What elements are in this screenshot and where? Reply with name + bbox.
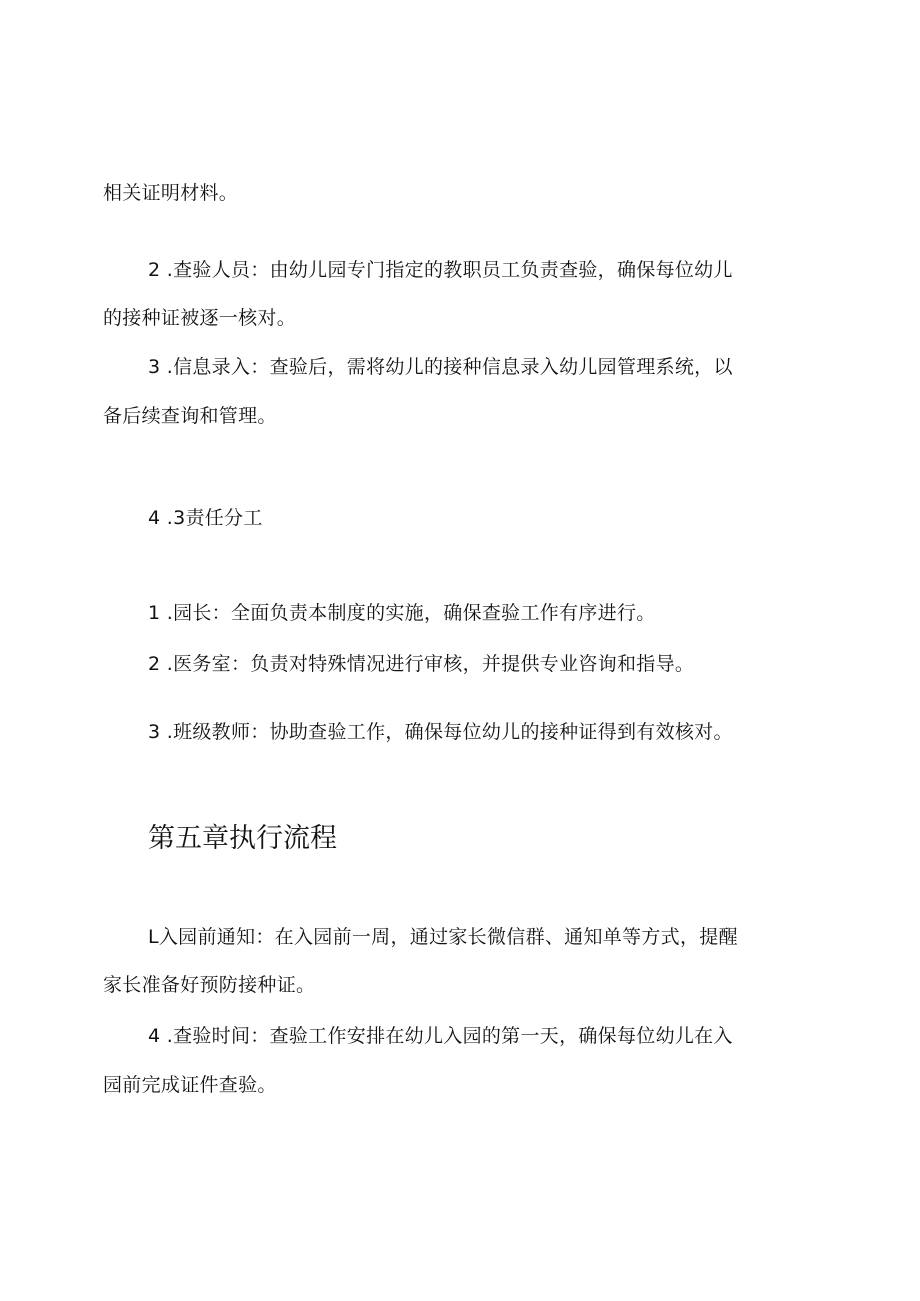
paragraph-line: 的接种证被逐一核对。 [103, 307, 297, 329]
paragraph-line: 3 .信息录入：查验后，需将幼儿的接种信息录入幼儿园管理系统，以 [148, 356, 733, 378]
paragraph-line: 园前完成证件查验。 [103, 1074, 277, 1096]
paragraph-line: 家长准备好预防接种证。 [103, 974, 316, 996]
list-item: 3 .班级教师：协助查验工作，确保每位幼儿的接种证得到有效核对。 [148, 721, 733, 743]
paragraph-line: 2 .查验人员：由幼儿园专门指定的教职员工负责查验，确保每位幼儿 [148, 259, 733, 281]
list-item: 1 .园长：全面负责本制度的实施，确保查验工作有序进行。 [148, 602, 656, 624]
paragraph-line: 备后续查询和管理。 [103, 405, 277, 427]
section-subheading: 4 .3责任分工 [148, 507, 263, 529]
list-item: 2 .医务室：负责对特殊情况进行审核，并提供专业咨询和指导。 [148, 653, 695, 675]
chapter-heading: 第五章执行流程 [148, 823, 337, 854]
paragraph-line: L入园前通知：在入园前一周，通过家长微信群、通知单等方式，提醒 [148, 926, 738, 948]
paragraph-line: 相关证明材料。 [103, 182, 239, 204]
paragraph-line: 4 .查验时间：查验工作安排在幼儿入园的第一天，确保每位幼儿在入 [148, 1025, 733, 1047]
